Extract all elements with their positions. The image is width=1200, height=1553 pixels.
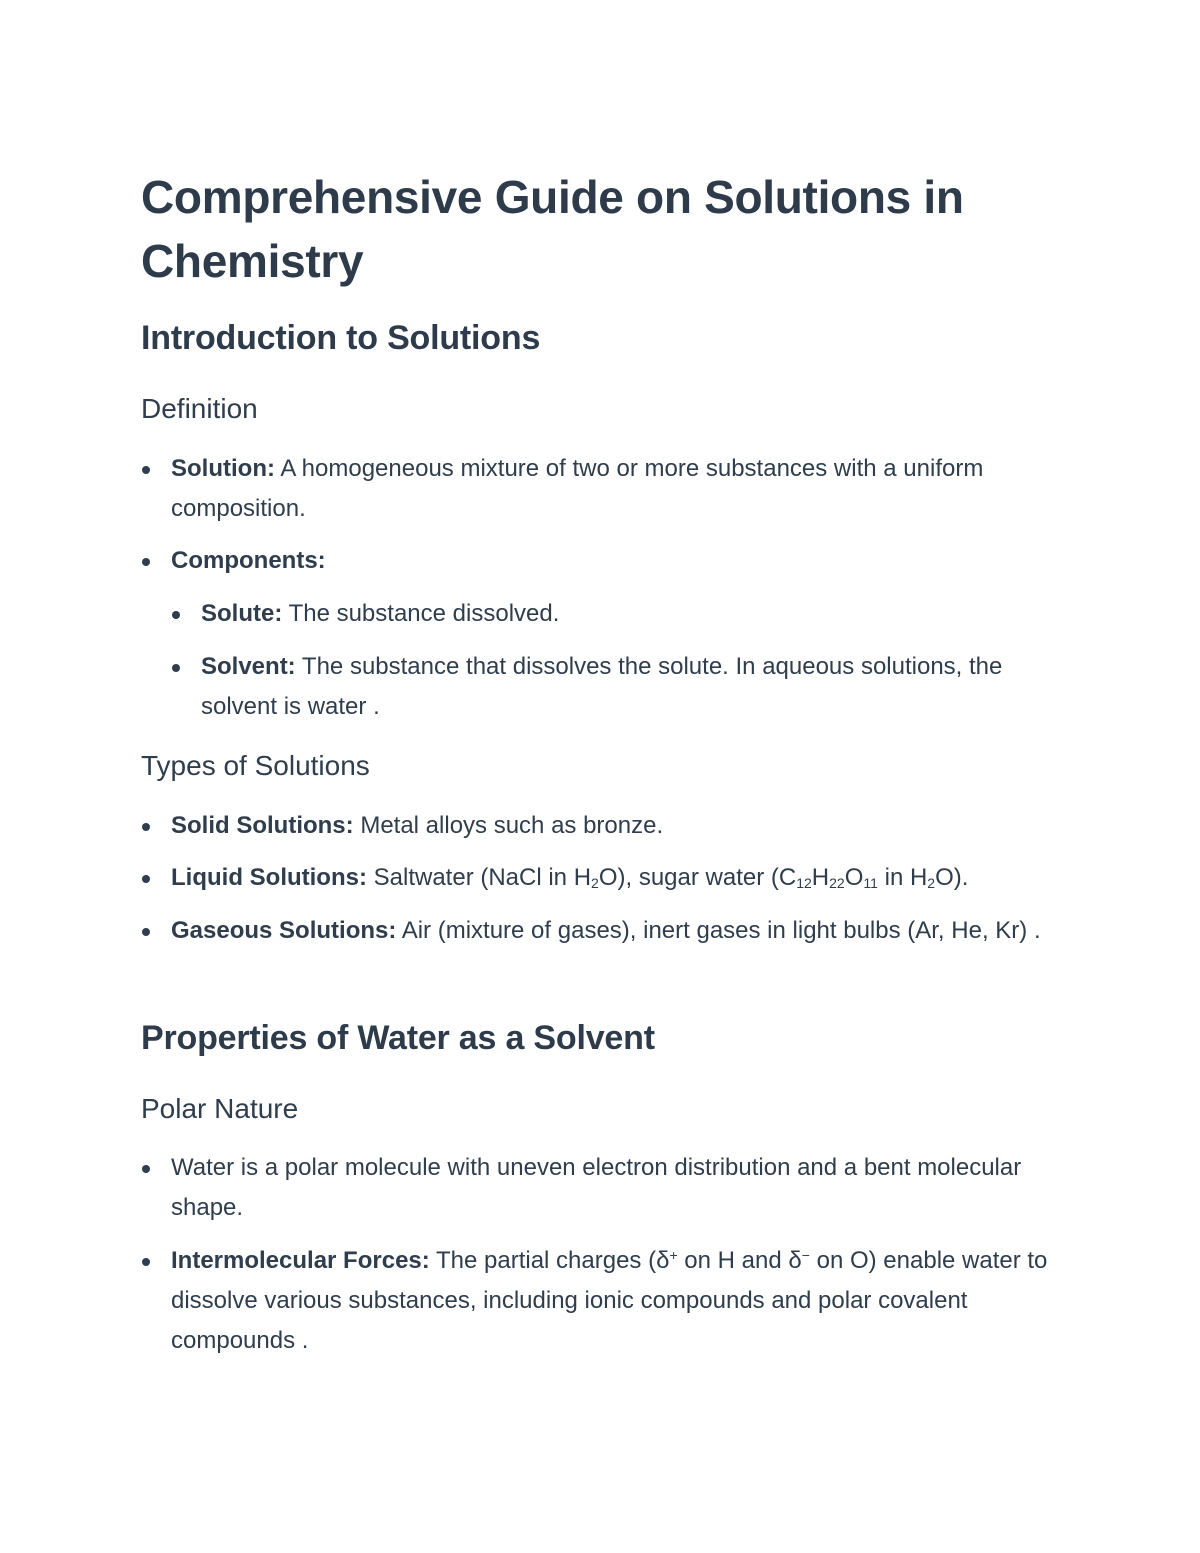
- bullet-icon: [142, 875, 150, 883]
- item-text: on H and δ: [677, 1247, 802, 1274]
- item-text: in H: [877, 864, 928, 891]
- subscript: 22: [829, 875, 845, 891]
- list-item: [171, 911, 1071, 951]
- item-text: O).: [935, 864, 969, 891]
- list-item: [171, 449, 1071, 529]
- bullet-icon: [142, 466, 150, 474]
- item-text: Water is a polar molecule with uneven electron distribution and a bent molecular shape.: [171, 1154, 1022, 1221]
- subscript: 12: [796, 875, 812, 891]
- item-text: The substance dissolved.: [282, 600, 560, 627]
- bullet-icon: [142, 823, 150, 831]
- bullet-icon: [172, 611, 180, 619]
- item-text: on O) enable water to dissolve various substances, including ionic compounds and polar covalent compounds .: [171, 1247, 1048, 1354]
- bullet-icon: [142, 1258, 150, 1266]
- item-text: The substance that dissolves the solute. In aqueous solutions, the solvent is water .: [201, 653, 1003, 720]
- document-page: [141, 165, 1071, 1354]
- item-label: Solute:: [201, 600, 283, 627]
- bullet-icon: [172, 664, 180, 672]
- subsection-heading-types: Types of Solutions: [141, 750, 370, 781]
- item-text: Metal alloys such as bronze.: [353, 812, 664, 839]
- item-text: O: [844, 864, 864, 891]
- list-item: [171, 858, 1071, 898]
- subsection-heading-definition: Definition: [141, 393, 258, 424]
- list-item: [171, 541, 1071, 581]
- subscript: 11: [863, 875, 878, 891]
- bullet-icon: [142, 558, 150, 566]
- subscript: 2: [591, 875, 599, 891]
- list-item: [201, 647, 1041, 727]
- item-label: Solvent:: [201, 653, 296, 680]
- item-label: Gaseous Solutions:: [171, 917, 397, 944]
- bullet-icon: [142, 928, 150, 936]
- subscript: 2: [927, 875, 936, 891]
- item-label: Components:: [171, 547, 326, 574]
- item-text: H: [811, 864, 830, 891]
- item-text: A homogeneous mixture of two or more substances with a uniform composition.: [171, 455, 984, 522]
- list-item: [171, 1241, 1071, 1361]
- list-item: [171, 1148, 1071, 1228]
- section-heading-water-properties: Properties of Water as a Solvent: [141, 1019, 655, 1057]
- section-heading-introduction: Introduction to Solutions: [141, 319, 541, 357]
- list-item: [201, 594, 1041, 634]
- item-label: Solid Solutions:: [171, 812, 354, 839]
- item-label: Liquid Solutions:: [171, 864, 367, 891]
- subsection-heading-polar-nature: Polar Nature: [141, 1093, 299, 1124]
- bullet-icon: [142, 1165, 150, 1173]
- superscript: −: [801, 1247, 810, 1263]
- list-item: [171, 806, 1071, 846]
- page-title: Comprehensive Guide on Solutions in Chemistry: [141, 171, 964, 287]
- superscript: +: [669, 1247, 678, 1263]
- item-text: Saltwater (NaCl in H: [366, 864, 592, 891]
- item-text: Air (mixture of gases), inert gases in light bulbs (Ar, He, Kr) .: [396, 917, 1041, 944]
- item-label: Solution:: [171, 455, 275, 482]
- item-label: Intermolecular Forces:: [171, 1247, 430, 1274]
- item-text: The partial charges (δ: [429, 1247, 670, 1274]
- item-text: O), sugar water (C: [598, 864, 797, 891]
